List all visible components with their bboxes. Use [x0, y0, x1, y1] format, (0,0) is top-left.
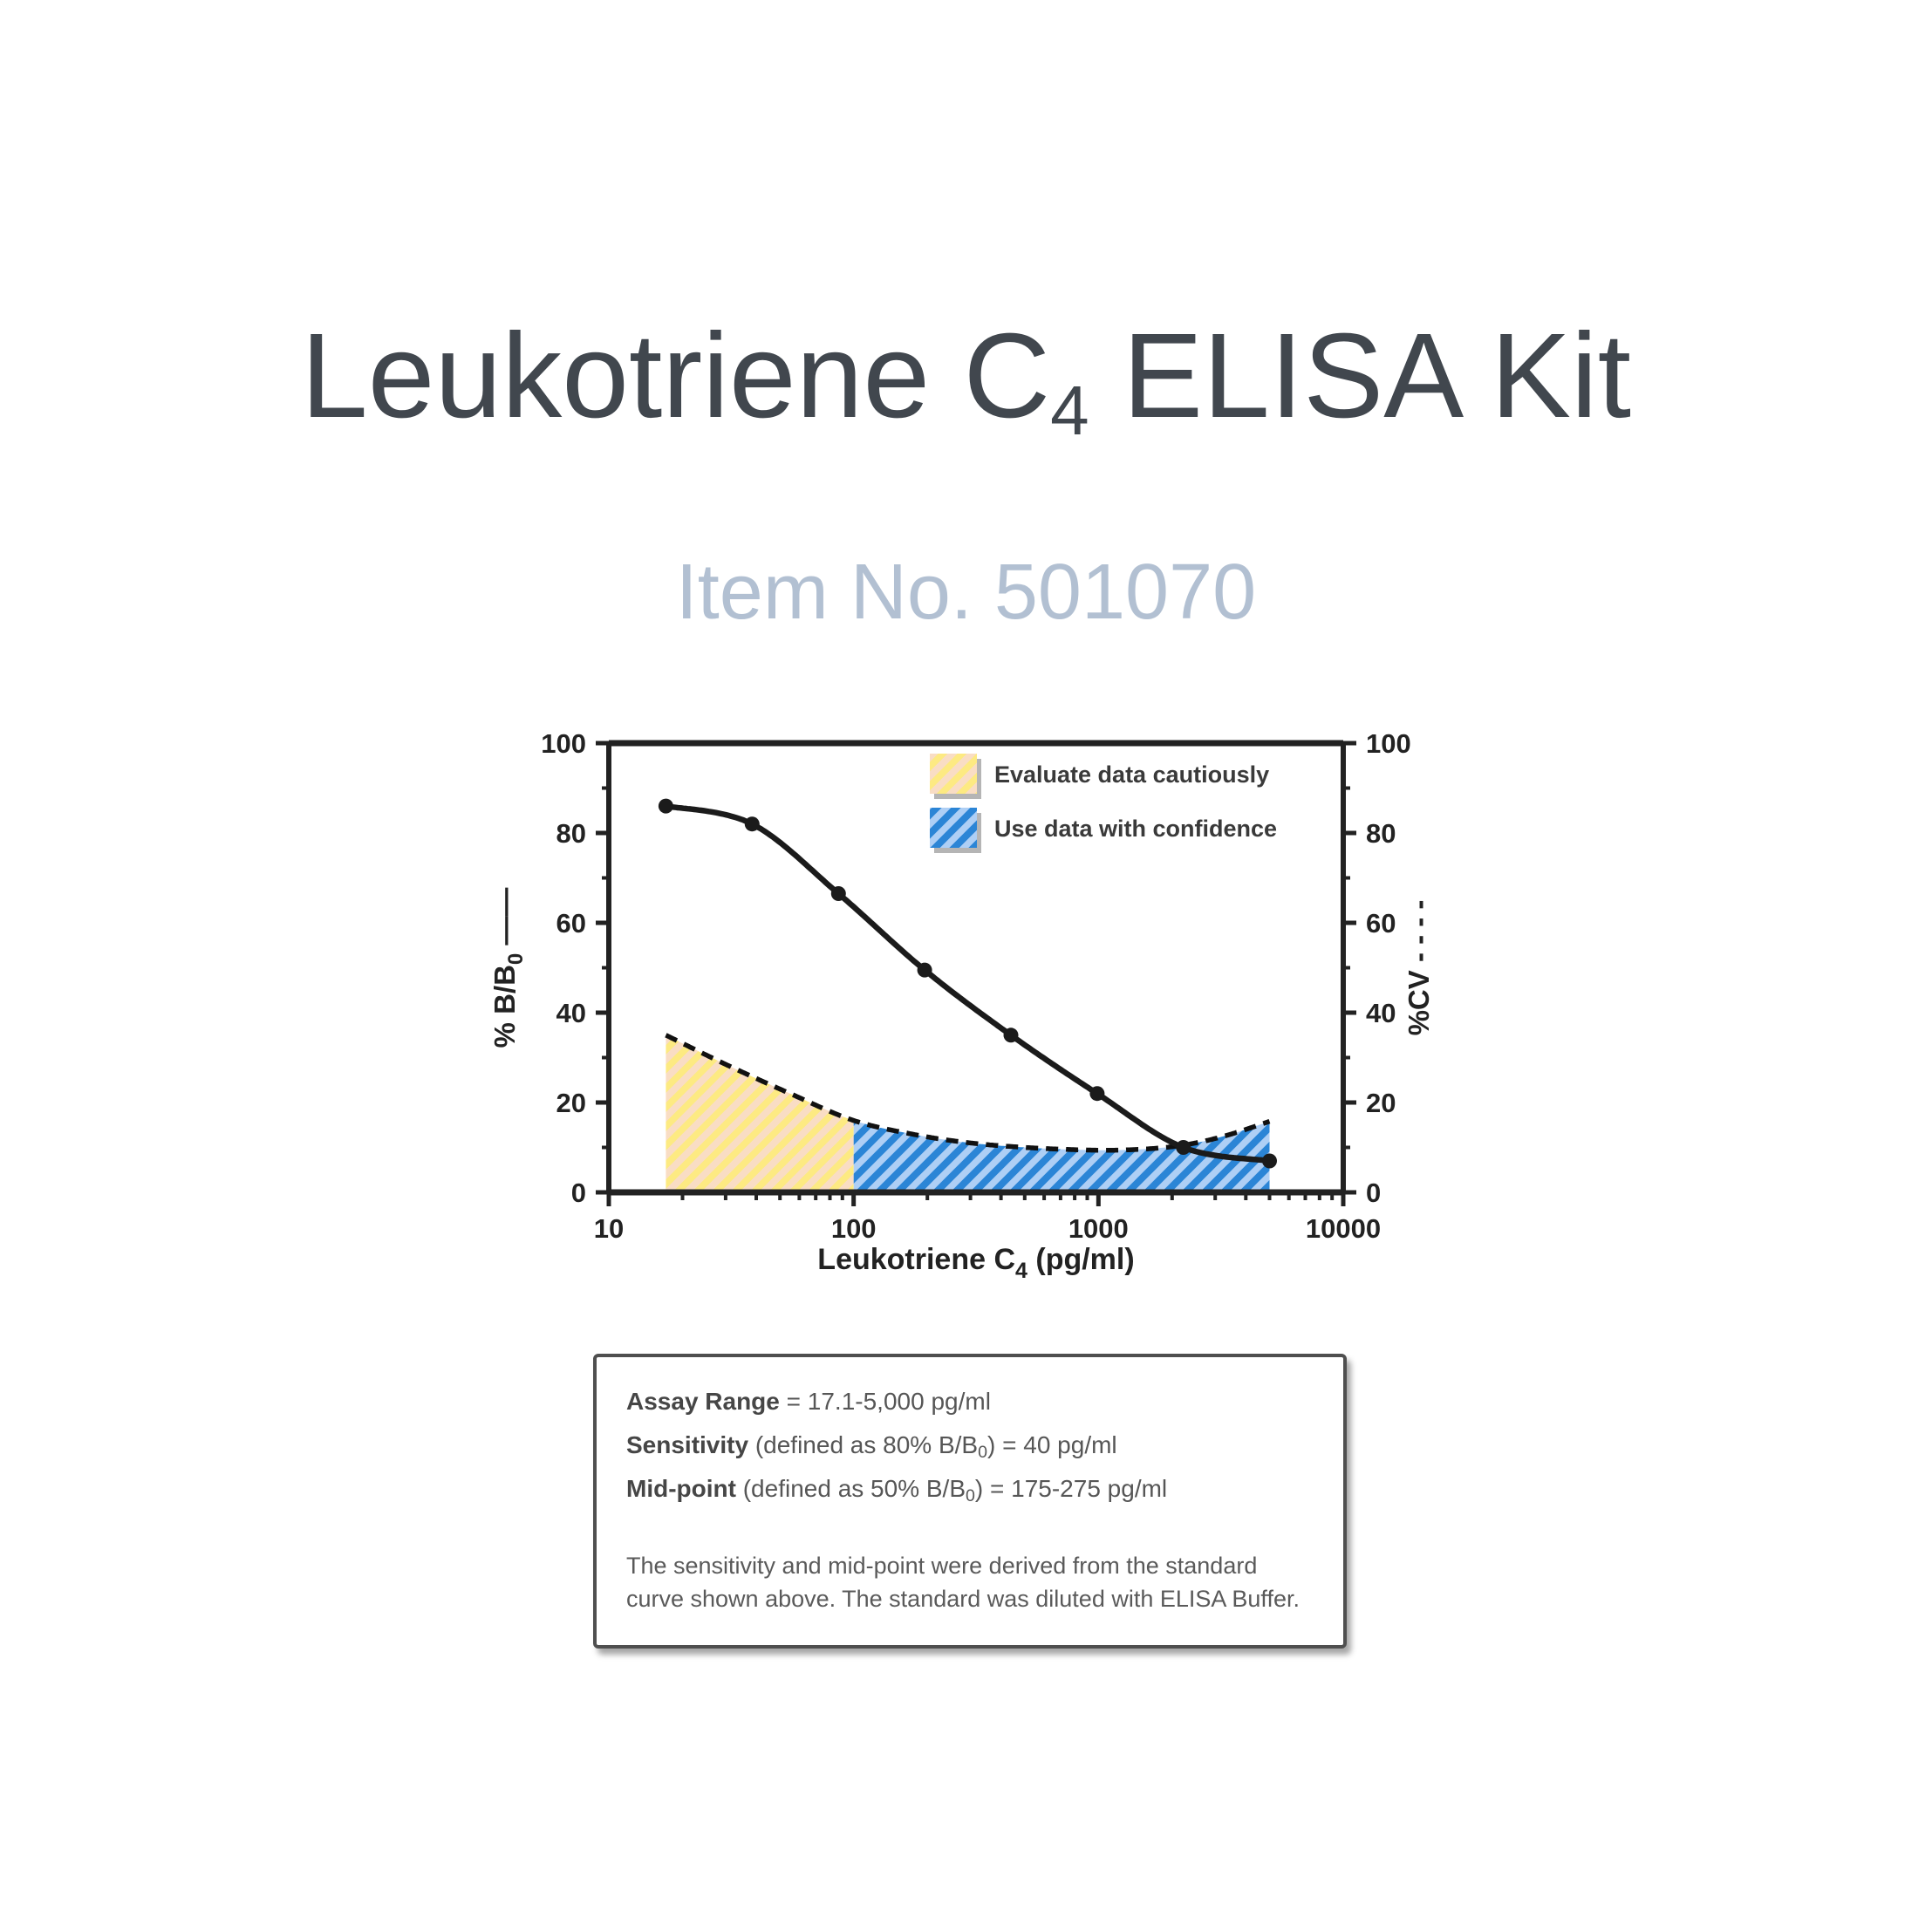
standard-curve-svg [478, 691, 1455, 1301]
page-title-suffix: ELISA Kit [1089, 309, 1632, 443]
legend-label-1: Use data with confidence [994, 816, 1278, 842]
svg-text:%CV - - - -: %CV - - - - [1403, 899, 1435, 1036]
assay-range-value: = 17.1-5,000 pg/ml [779, 1388, 991, 1415]
svg-text:40: 40 [556, 998, 586, 1028]
svg-text:100: 100 [1366, 728, 1411, 759]
item-number: Item No. 501070 [675, 549, 1257, 636]
svg-text:0: 0 [570, 1178, 586, 1208]
chart-legend [930, 754, 1277, 853]
assay-info-box [593, 1354, 1347, 1649]
x-axis-label: Leukotriene $C_4$ (pg/ml) [817, 1243, 1135, 1283]
svg-text:10: 10 [593, 1213, 625, 1244]
page-title [0, 307, 1932, 451]
svg-text:20: 20 [1366, 1088, 1396, 1118]
midpoint-def: (defined as 50% B/B [735, 1474, 966, 1502]
svg-text:10000: 10000 [1305, 1213, 1382, 1244]
legend-swatch-0 [930, 754, 977, 794]
svg-text:40: 40 [1366, 998, 1396, 1028]
svg-text:100: 100 [830, 1213, 877, 1244]
region-caution [666, 1035, 853, 1192]
info-note: The sensitivity and mid-point were derived from the standard curve shown above. The standard was diluted with ELISA Buffer. [626, 1552, 1300, 1612]
assay-range-label: Assay Range [626, 1388, 780, 1415]
page-title-subscript: 4 [1050, 372, 1089, 449]
svg-text:60: 60 [556, 908, 586, 939]
standard-curve-chart [478, 691, 1455, 1301]
midpoint-line [626, 1471, 1314, 1514]
sensitivity-line [626, 1427, 1314, 1471]
svg-text:% B/B0 ——: % $B/B_0$ —— [488, 887, 528, 1048]
svg-text:80: 80 [556, 818, 586, 849]
page-title-text: Leukotriene C [300, 309, 1051, 443]
assay-range-line [626, 1383, 1314, 1427]
legend-swatch-1 [930, 808, 977, 848]
sensitivity-sub: 0 [978, 1442, 988, 1462]
svg-text:0: 0 [1366, 1178, 1382, 1208]
svg-text:20: 20 [556, 1088, 586, 1118]
svg-text:60: 60 [1366, 908, 1396, 939]
svg-text:100: 100 [541, 728, 586, 759]
midpoint-sub: 0 [966, 1485, 975, 1505]
y-axis-label-right [1403, 900, 1435, 1036]
midpoint-value: ) = 175-275 pg/ml [974, 1474, 1168, 1502]
sensitivity-label: Sensitivity [626, 1430, 749, 1458]
sensitivity-value: ) = 40 pg/ml [987, 1430, 1117, 1458]
chart-regions [666, 1035, 1269, 1192]
midpoint-label: Mid-point [626, 1474, 736, 1502]
y-axis-label-left [488, 888, 528, 1048]
legend-label-0: Evaluate data cautiously [994, 761, 1270, 788]
svg-text:80: 80 [1366, 818, 1396, 849]
svg-text:1000: 1000 [1068, 1213, 1129, 1244]
sensitivity-def: (defined as 80% B/B [748, 1430, 979, 1458]
